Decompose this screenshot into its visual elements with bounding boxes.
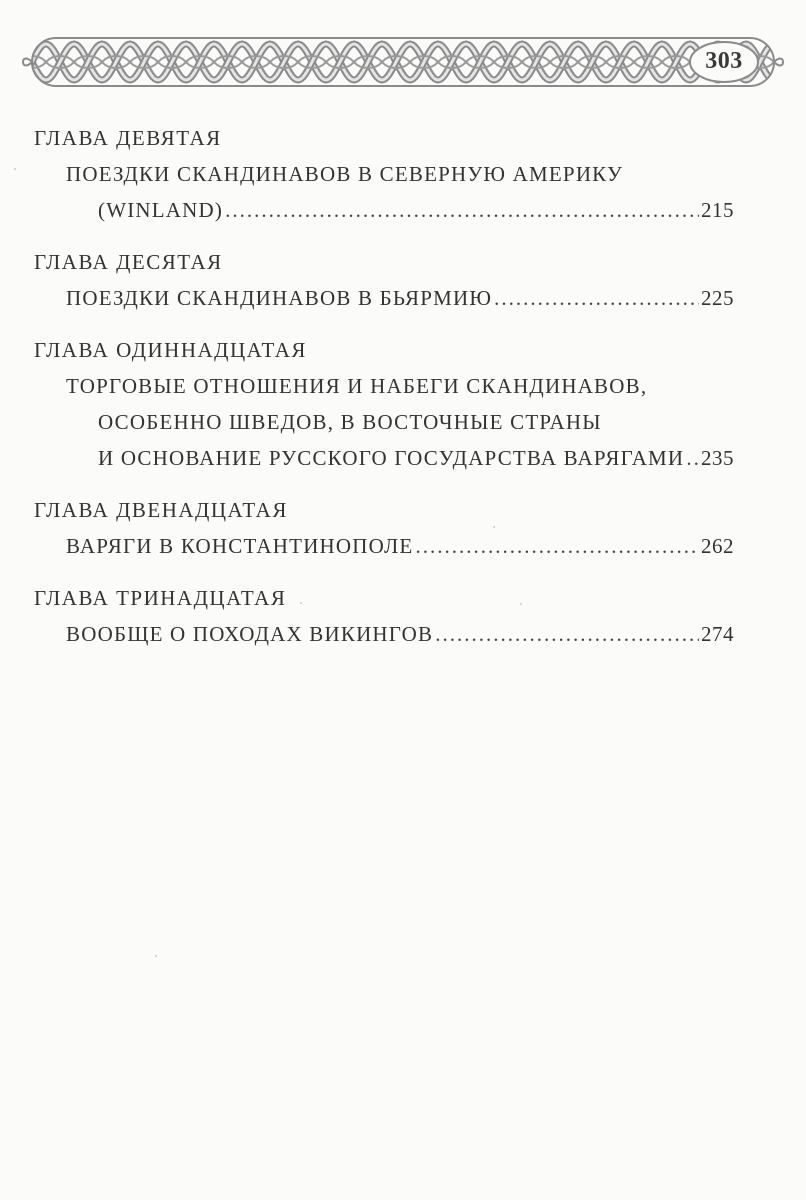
entry-title-text: (WINLAND) [98,198,224,222]
chapter-heading: ГЛАВА ДЕСЯТАЯ [34,250,223,274]
entry-title-text: ПОЕЗДКИ СКАНДИНАВОВ В БЬЯРМИЮ [66,286,493,310]
header-ornament [18,30,788,94]
entry-last-line [34,440,734,476]
entry-page-number: 225 [701,286,734,310]
entry-last-line [34,528,734,564]
dot-leader [435,616,699,652]
dot-leader [225,192,699,228]
toc-entry[interactable] [34,368,734,476]
toc-chapter-10 [34,244,734,316]
table-of-contents [34,120,734,668]
chapter-heading: ГЛАВА ОДИННАДЦАТАЯ [34,338,307,362]
entry-title-line: ТОРГОВЫЕ ОТНОШЕНИЯ И НАБЕГИ СКАНДИНАВОВ, [66,374,648,398]
entry-title-line: ПОЕЗДКИ СКАНДИНАВОВ В СЕВЕРНУЮ АМЕРИКУ [66,162,624,186]
toc-chapter-12 [34,492,734,564]
toc-entry[interactable] [34,616,734,652]
paper-speck [300,602,302,604]
entry-title-text: И ОСНОВАНИЕ РУССКОГО ГОСУДАРСТВА ВАРЯГАМИ [98,446,685,470]
dot-leader [415,528,699,564]
entry-page-number: 262 [701,534,734,558]
entry-title-line: ОСОБЕННО ШВЕДОВ, В ВОСТОЧНЫЕ СТРАНЫ [98,410,602,434]
paper-speck [14,168,16,170]
celtic-knot-band-icon [18,30,788,94]
toc-chapter-13 [34,580,734,652]
toc-chapter-9 [34,120,734,228]
chapter-heading: ГЛАВА ДВЕНАДЦАТАЯ [34,498,288,522]
toc-entry[interactable] [34,528,734,564]
entry-last-line [34,192,734,228]
toc-chapter-11 [34,332,734,476]
entry-last-line [34,616,734,652]
toc-entry[interactable] [34,156,734,228]
paper-speck [155,955,157,957]
entry-page-number: 215 [701,198,734,222]
toc-entry[interactable] [34,280,734,316]
dot-leader [686,440,699,476]
page-number: 303 [705,48,743,74]
dot-leader [494,280,699,316]
paper-speck [520,603,522,605]
chapter-heading: ГЛАВА ДЕВЯТАЯ [34,126,222,150]
entry-title-text: ВООБЩЕ О ПОХОДАХ ВИКИНГОВ [66,622,434,646]
entry-last-line [34,280,734,316]
paper-speck [493,526,495,528]
entry-page-number: 235 [701,446,734,470]
entry-page-number: 274 [701,622,734,646]
chapter-heading: ГЛАВА ТРИНАДЦАТАЯ [34,586,287,610]
entry-title-text: ВАРЯГИ В КОНСТАНТИНОПОЛЕ [66,534,414,558]
